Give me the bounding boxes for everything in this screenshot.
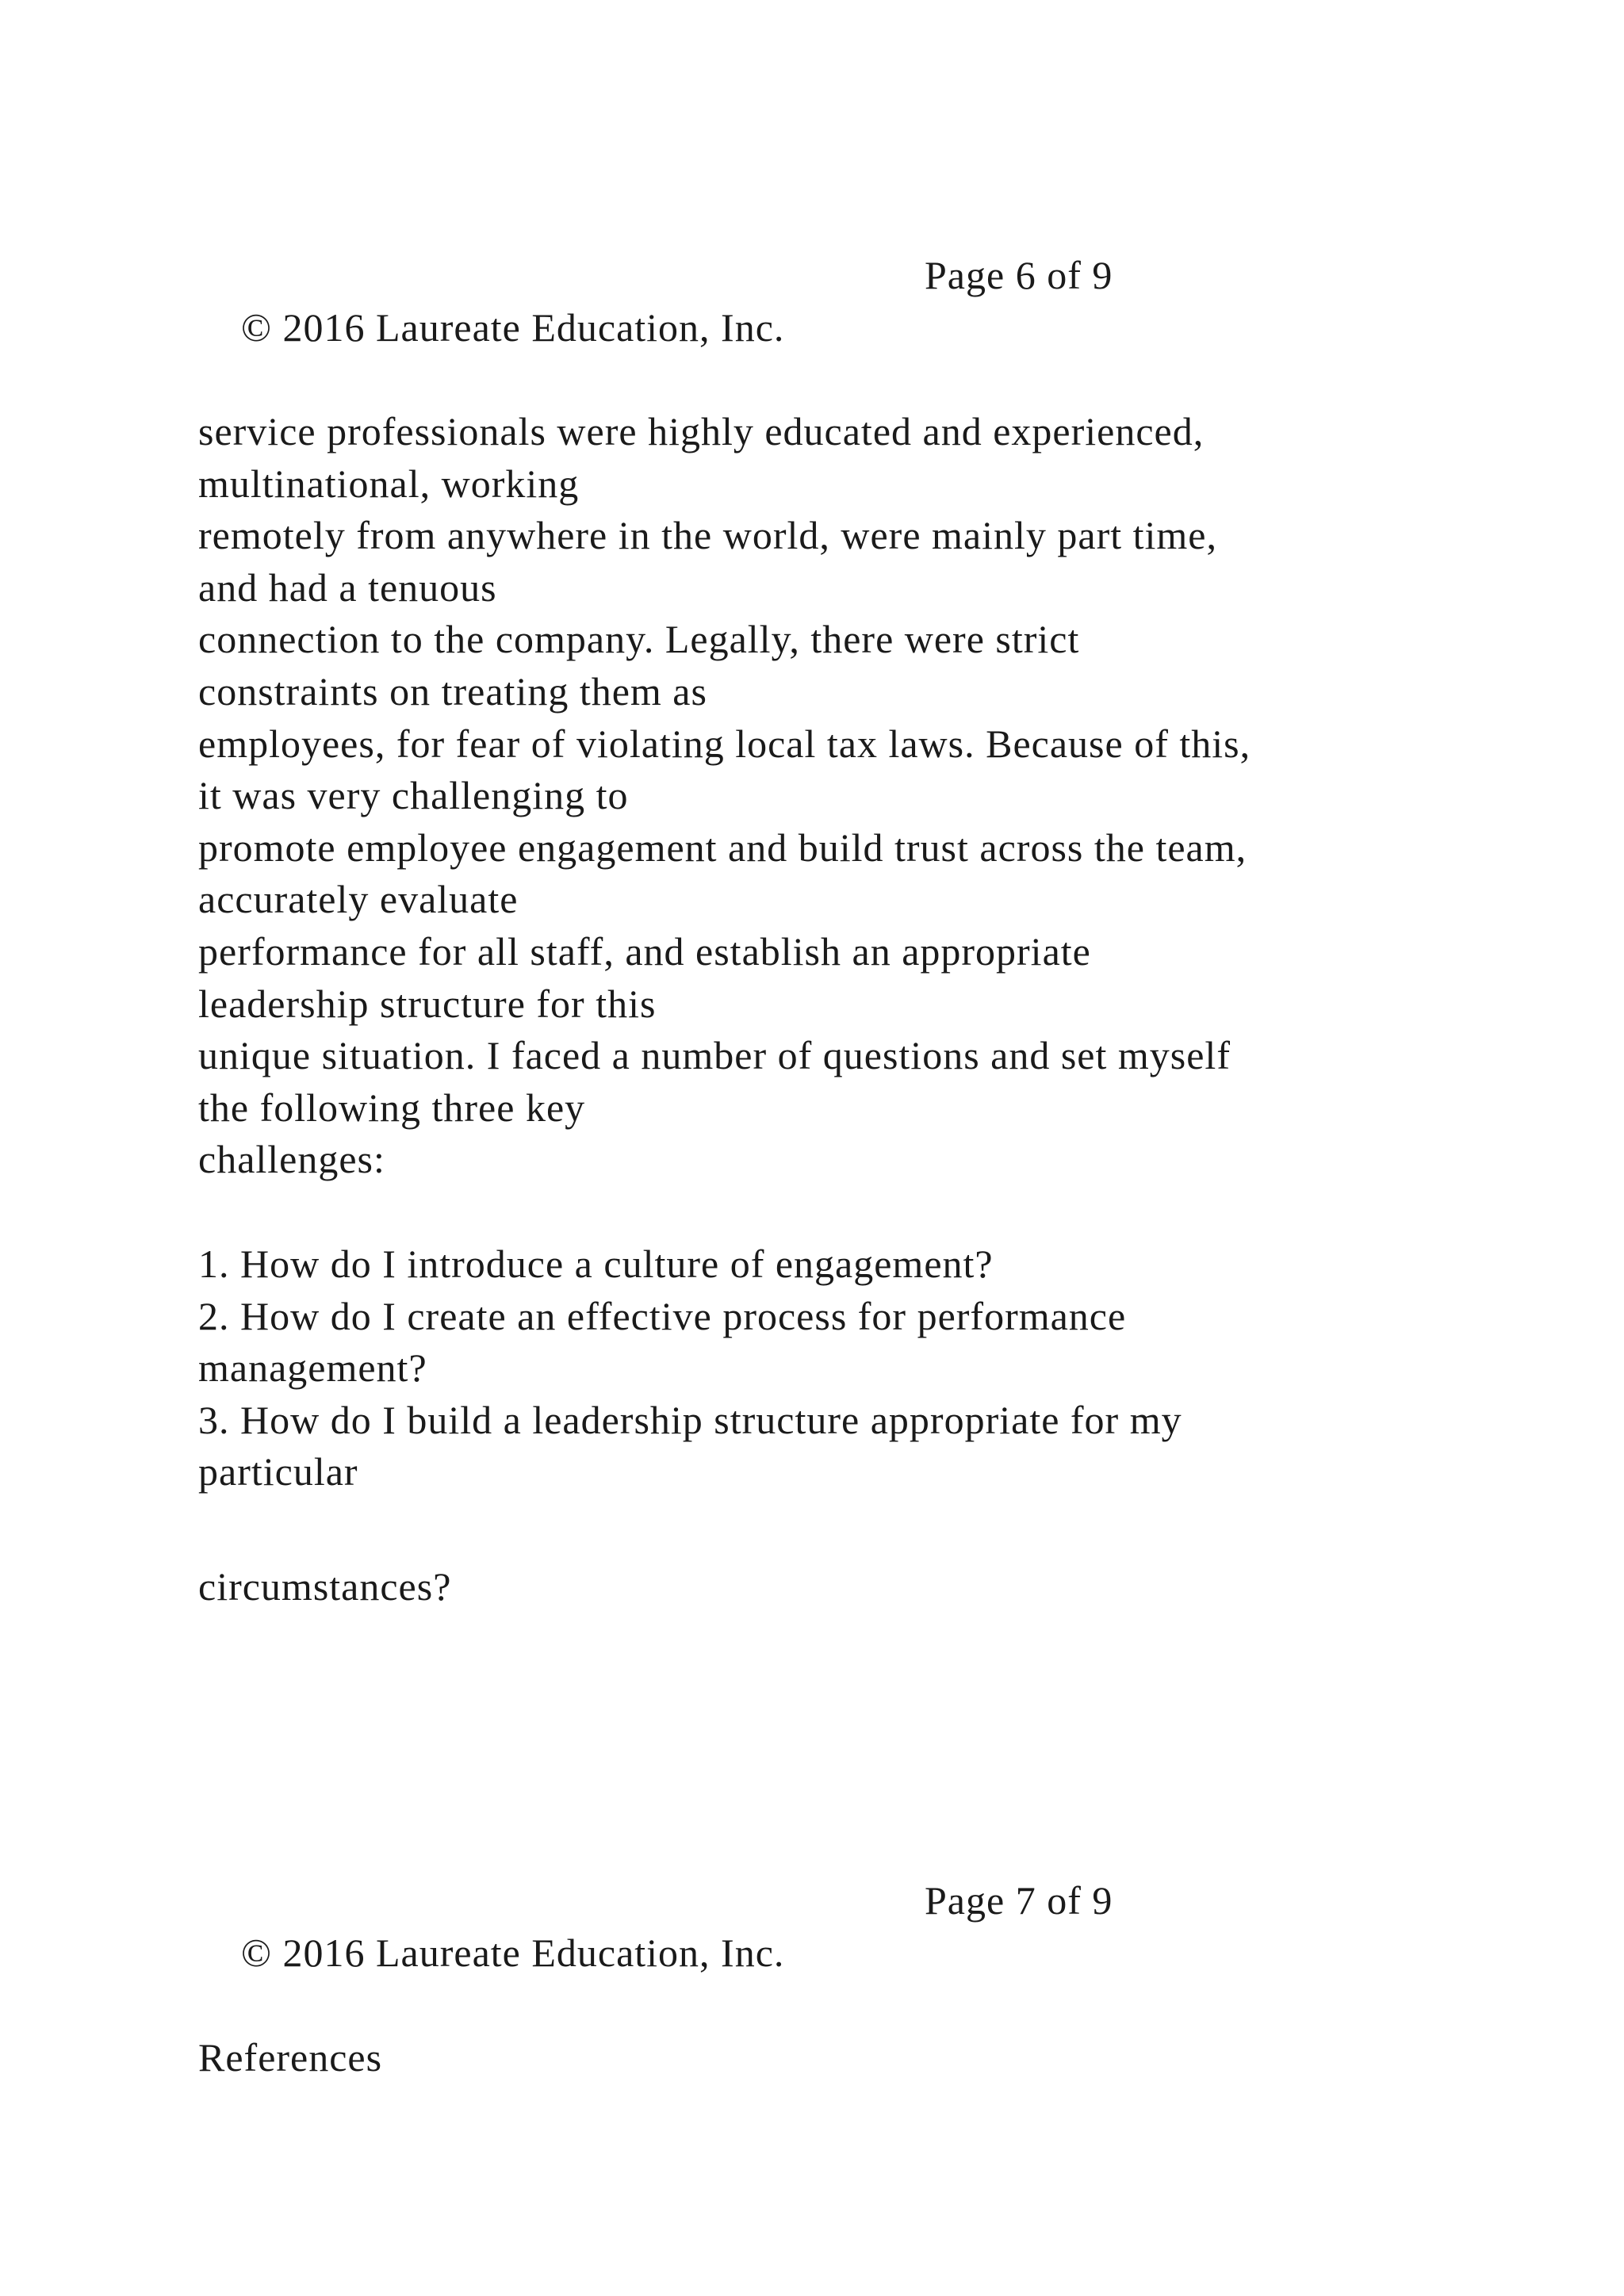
list-item: 1. How do I introduce a culture of engagement? [198, 1242, 994, 1286]
body-line: service professionals were highly educated and experienced, [198, 409, 1205, 453]
body-line: multinational, working [198, 461, 580, 506]
body-line: unique situation. I faced a number of questions and set myself [198, 1033, 1231, 1078]
list-item: management? [198, 1345, 427, 1391]
body-line: promote employee engagement and build trust across the team, [198, 825, 1247, 870]
footer-page-number: Page 7 of 9 [925, 1878, 1113, 1923]
body-line: challenges: [198, 1137, 385, 1182]
body-line: performance for all staff, and establish an appropriate [198, 928, 1091, 974]
body-line: connection to the company. Legally, there were strict [198, 617, 1080, 662]
references-heading: References [198, 2035, 383, 2080]
body-line: accurately evaluate [198, 877, 519, 922]
body-line: employees, for fear of violating local tax laws. Because of this, [198, 721, 1251, 766]
body-line: constraints on treating them as [198, 668, 707, 714]
body-line: leadership structure for this [198, 981, 657, 1026]
list-item: 2. How do I create an effective process for performance [198, 1293, 1127, 1338]
footer-page-number: Page 6 of 9 [925, 253, 1113, 297]
body-paragraph [198, 406, 1467, 1186]
footer-copyright: © 2016 Laureate Education, Inc. [241, 305, 785, 350]
challenge-list [198, 1238, 1467, 1498]
list-item: particular [198, 1449, 358, 1494]
body-line: it was very challenging to [198, 773, 629, 818]
body-line: remotely from anywhere in the world, were mainly part time, [198, 513, 1217, 558]
body-line: and had a tenuous [198, 564, 497, 610]
footer-copyright: © 2016 Laureate Education, Inc. [241, 1931, 785, 1975]
body-line: the following three key [198, 1085, 586, 1130]
list-item: 3. How do I build a leadership structure appropriate for my [198, 1397, 1182, 1442]
closing-line: circumstances? [198, 1564, 452, 1609]
